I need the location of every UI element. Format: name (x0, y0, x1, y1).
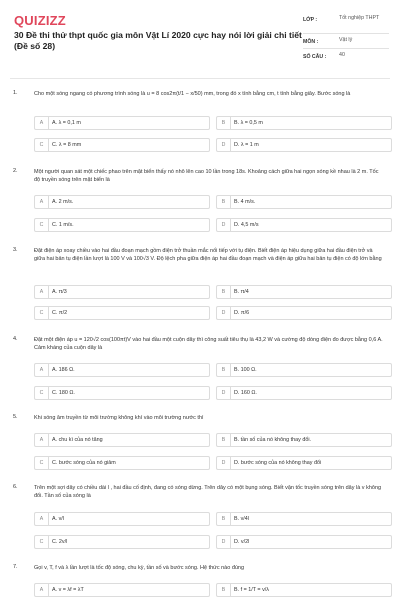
option-b[interactable] (216, 512, 392, 526)
option-text: C. 180 Ω. (52, 390, 75, 396)
option-c[interactable] (34, 386, 210, 400)
option-c[interactable] (34, 535, 210, 549)
meta-lop-value: Tốt nghiệp THPT (339, 15, 380, 21)
question-number: 2. (13, 168, 18, 174)
meta-socau-label: SỐ CÂU : (303, 54, 327, 60)
option-letter: B (217, 286, 231, 298)
option-text: D. v/2l (234, 539, 250, 545)
meta-mon-label: MÔN : (303, 39, 319, 45)
question-text: Đặt điện áp xoay chiều vào hai đầu đoạn mạch gồm điện trở thuần mắc nối tiếp với tụ điện. Biết điện áp hiệu dụng giữa hai đầu điện trở và giữa hai bản tụ điện lần lượt là 100 V và 100√3 V. Độ lệch pha giữa điện áp hai đầu đoạn mạch và điện áp giữa hai bản tụ điện có độ lớn bằng (34, 248, 382, 263)
option-c[interactable] (34, 138, 210, 152)
question-number: 6. (13, 484, 18, 490)
option-letter: B (217, 117, 231, 129)
option-text: D. λ = 1 m (234, 142, 259, 148)
option-text: B. π/4 (234, 289, 249, 295)
option-c[interactable] (34, 306, 210, 320)
option-d[interactable] (216, 218, 392, 232)
option-a[interactable] (34, 285, 210, 299)
option-b[interactable] (216, 116, 392, 130)
option-text: B. 100 Ω. (234, 367, 257, 373)
option-text: A. chu kì của nó tăng (52, 437, 103, 443)
question-number: 7. (13, 564, 18, 570)
question-text: Đặt một điện áp u = 120√2 cos(100πt)V vào hai đầu một cuộn dây thì công suất tiêu thụ là 43,2 W và cường độ dòng điện đo được bằng 0,6 A. Cảm kháng của cuộn dây là (34, 337, 383, 352)
option-letter: A (35, 286, 49, 298)
question-text: Cho một sóng ngang có phương trình sóng là u = 8 cos2π(t/1 − x/50) mm, trong đó x tính bằng cm, t tính bằng giây. Bước sóng là (34, 91, 351, 97)
option-letter: C (35, 139, 49, 151)
option-letter: B (217, 434, 231, 446)
option-letter: A (35, 434, 49, 446)
question-number: 3. (13, 247, 18, 253)
question-number: 5. (13, 414, 18, 420)
option-text: B. v/4l (234, 516, 249, 522)
option-text: A. 186 Ω. (52, 367, 75, 373)
option-d[interactable] (216, 535, 392, 549)
option-text: D. 4,5 m/s (234, 222, 259, 228)
option-letter: A (35, 364, 49, 376)
question-text: Khi sóng âm truyền từ môi trường không khí vào môi trường nước thì (34, 415, 204, 421)
option-d[interactable] (216, 138, 392, 152)
option-letter: D (217, 139, 231, 151)
option-text: C. bước sóng của nó giảm (52, 460, 116, 466)
option-letter: B (217, 584, 231, 596)
option-text: C. 1 m/s. (52, 222, 74, 228)
option-b[interactable] (216, 583, 392, 597)
option-text: C. 2v/l (52, 539, 68, 545)
option-letter: C (35, 536, 49, 548)
option-letter: A (35, 584, 49, 596)
option-letter: B (217, 513, 231, 525)
option-a[interactable] (34, 116, 210, 130)
meta-row-socau (303, 49, 389, 62)
option-text: B. λ = 0,5 m (234, 120, 263, 126)
option-letter: D (217, 307, 231, 319)
option-text: D. π/6 (234, 310, 250, 316)
option-a[interactable] (34, 363, 210, 377)
option-text: B. tần số của nó không thay đổi. (234, 437, 312, 443)
question-text: Một người quan sát một chiếc phao trên mặt biển thấy nó nhô lên cao 10 lần trong 18s. Khoảng cách giữa hai ngọn sóng kề nhau là 2 m. Tốc độ truyền sóng trên mặt biển là (34, 169, 379, 184)
question-number: 4. (13, 336, 18, 342)
option-letter: A (35, 196, 49, 208)
option-letter: C (35, 307, 49, 319)
meta-row-mon (303, 34, 389, 49)
option-letter: C (35, 457, 49, 469)
option-text: B. f = 1/T = v/λ (234, 587, 269, 593)
option-text: C. π/2 (52, 310, 68, 316)
option-letter: B (217, 196, 231, 208)
question-text: Gọi v, T, f và λ lần lượt là tốc độ sóng, chu kỳ, tần số và bước sóng. Hệ thức nào đúng (34, 565, 245, 571)
option-letter: C (35, 387, 49, 399)
question-text: Trên một sợi dây có chiều dài l , hai đầu cố định, đang có sóng dừng. Trên dây có một bụng sóng. Biết vận tốc truyền sóng trên dây là v không đổi. Tần số của sóng là (34, 485, 382, 500)
option-letter: D (217, 536, 231, 548)
option-text: C. λ = 8 mm (52, 142, 82, 148)
meta-mon-value: Vật lý (339, 37, 353, 43)
option-a[interactable] (34, 195, 210, 209)
option-text: D. 160 Ω. (234, 390, 257, 396)
question-number: 1. (13, 90, 18, 96)
option-text: D. bước sóng của nó không thay đổi (234, 460, 322, 466)
option-text: B. 4 m/s. (234, 199, 256, 205)
option-d[interactable] (216, 456, 392, 470)
meta-panel (303, 12, 389, 62)
option-d[interactable] (216, 306, 392, 320)
option-text: A. π/3 (52, 289, 67, 295)
option-letter: A (35, 513, 49, 525)
option-letter: D (217, 457, 231, 469)
option-text: A. v/l (52, 516, 64, 522)
option-letter: B (217, 364, 231, 376)
option-b[interactable] (216, 195, 392, 209)
option-b[interactable] (216, 363, 392, 377)
meta-lop-label: LỚP : (303, 17, 318, 23)
option-text: A. 2 m/s. (52, 199, 74, 205)
option-letter: D (217, 387, 231, 399)
option-c[interactable] (34, 456, 210, 470)
option-b[interactable] (216, 285, 392, 299)
option-letter: A (35, 117, 49, 129)
option-letter: C (35, 219, 49, 231)
option-a[interactable] (34, 512, 210, 526)
option-b[interactable] (216, 433, 392, 447)
option-text: A. λ = 0,1 m (52, 120, 81, 126)
page-title: 30 Đề thi thử thpt quốc gia môn Vật Lí 2020 cực hay nói lời giải chi tiết (Đề số 28) (14, 30, 302, 51)
option-text: A. v = λf = λT (52, 587, 84, 593)
option-letter: D (217, 219, 231, 231)
option-d[interactable] (216, 386, 392, 400)
meta-socau-value: 40 (339, 52, 345, 58)
option-c[interactable] (34, 218, 210, 232)
header-divider (10, 78, 390, 79)
option-a[interactable] (34, 583, 210, 597)
meta-row-lop (303, 12, 389, 34)
option-a[interactable] (34, 433, 210, 447)
quizizz-logo: QUIZIZZ (14, 13, 66, 28)
